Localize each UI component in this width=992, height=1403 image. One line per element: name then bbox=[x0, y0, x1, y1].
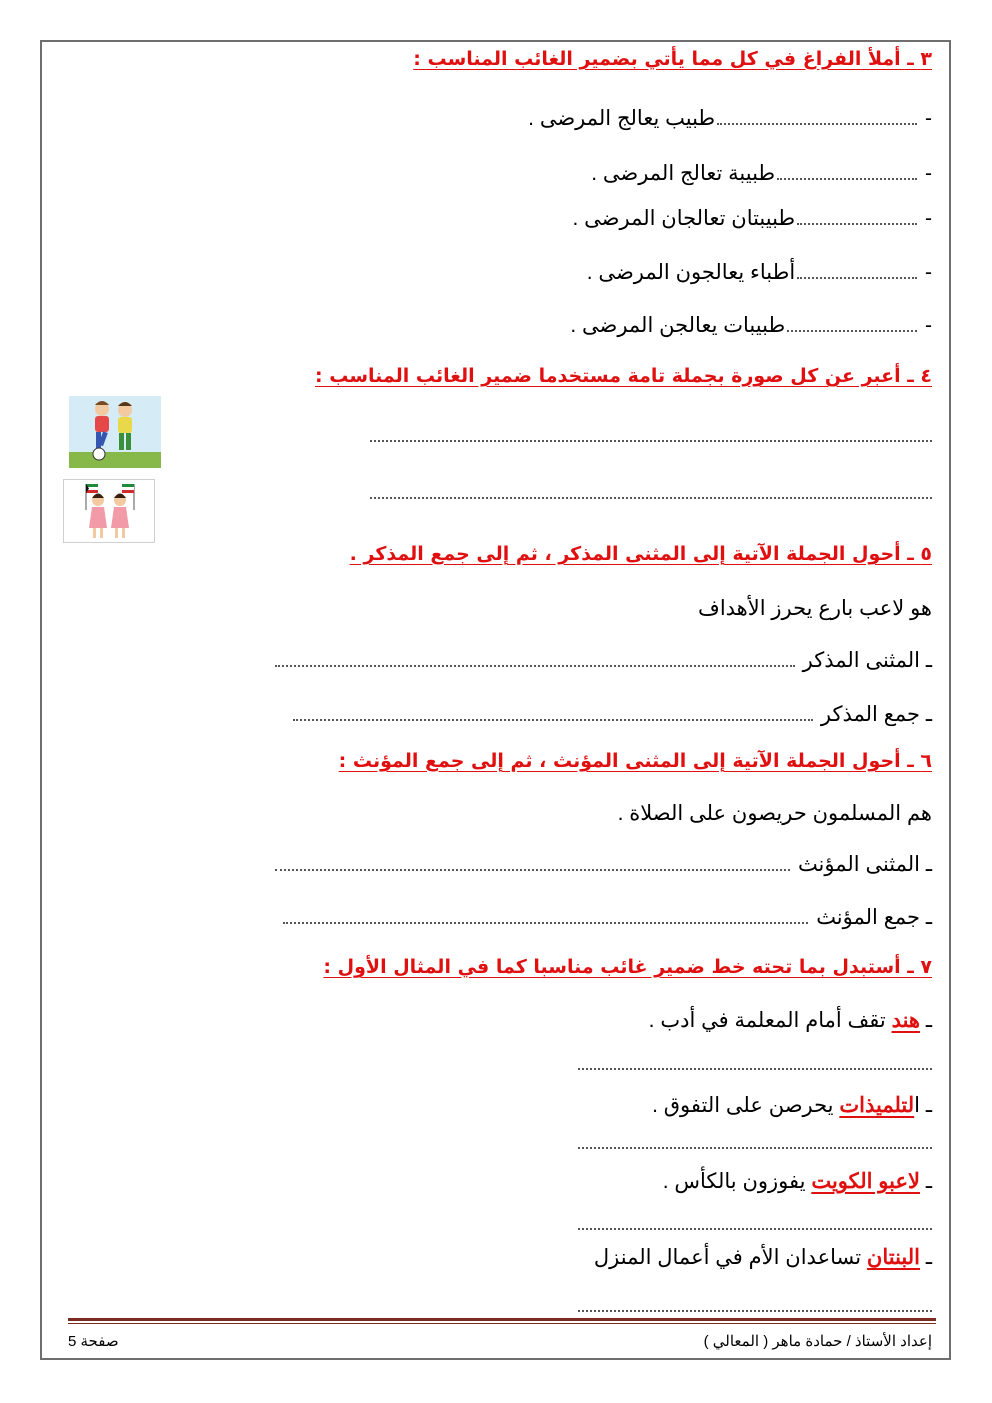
blank-field[interactable] bbox=[797, 219, 917, 225]
plural-feminine-field[interactable] bbox=[283, 918, 808, 924]
item-dash: ـ bbox=[920, 1009, 932, 1032]
item-text: تقف أمام المعلمة في أدب . bbox=[648, 1009, 892, 1032]
dual-feminine-field[interactable] bbox=[275, 865, 790, 871]
item-dash: - bbox=[925, 207, 932, 230]
item-text: أطباء يعالجون المرضى . bbox=[586, 261, 796, 284]
item-dash: - bbox=[925, 261, 932, 284]
girls-flags-picture bbox=[63, 479, 155, 543]
section6-sentence: هم المسلمون حريصون على الصلاة . bbox=[617, 802, 932, 825]
section6-plural-row bbox=[281, 905, 932, 930]
section5-dual-row bbox=[273, 648, 932, 673]
answer-line[interactable] bbox=[578, 1228, 932, 1230]
dual-masculine-label: ـ المثنى المذكر bbox=[802, 649, 932, 672]
plural-masculine-field[interactable] bbox=[293, 715, 813, 721]
answer-line[interactable] bbox=[370, 497, 932, 499]
section7-item-4 bbox=[594, 1245, 932, 1270]
blank-field[interactable] bbox=[717, 119, 917, 125]
underlined-word: لاعبو الكويت bbox=[811, 1170, 920, 1193]
item-text: طبيب يعالج المرضى . bbox=[528, 107, 716, 130]
dual-masculine-field[interactable] bbox=[275, 661, 795, 667]
underlined-word: لتلميذات bbox=[839, 1094, 915, 1117]
section3-item-2 bbox=[591, 161, 932, 186]
section7-item-2 bbox=[652, 1093, 932, 1118]
plural-feminine-label: ـ جمع المؤنث bbox=[816, 906, 932, 929]
item-dash: - bbox=[925, 107, 932, 130]
underlined-word: هند bbox=[891, 1009, 920, 1032]
answer-line[interactable] bbox=[578, 1068, 932, 1070]
page-number: صفحة 5 bbox=[68, 1333, 119, 1350]
item-dash: - bbox=[925, 314, 932, 337]
footer-rule-thin bbox=[68, 1323, 936, 1324]
answer-line[interactable] bbox=[370, 440, 932, 442]
footer-rule bbox=[68, 1318, 936, 1321]
blank-field[interactable] bbox=[777, 174, 917, 180]
blank-field[interactable] bbox=[797, 273, 917, 279]
section7-item-1 bbox=[649, 1008, 932, 1033]
item-dash: ـ bbox=[920, 1246, 932, 1269]
item-dash: ـ ا bbox=[914, 1094, 932, 1117]
section4-title: ٤ ـ أعبر عن كل صورة بجملة تامة مستخدما ضمير الغائب المناسب : bbox=[315, 365, 932, 387]
section5-sentence: هو لاعب بارع يحرز الأهداف bbox=[698, 597, 932, 620]
item-text: طبيبات يعالجن المرضى . bbox=[570, 314, 786, 337]
item-dash: ـ bbox=[920, 1170, 932, 1193]
footer-author: إعداد الأستاذ / حمادة ماهر ( المعالي ) bbox=[703, 1333, 932, 1350]
section3-title: ٣ ـ أملأ الفراغ في كل مما يأتي بضمير الغائب المناسب : bbox=[413, 48, 932, 70]
boys-football-illustration bbox=[69, 396, 161, 468]
section7-item-3 bbox=[663, 1169, 932, 1194]
page-border bbox=[40, 40, 951, 1360]
section3-item-4 bbox=[587, 260, 932, 285]
section6-title: ٦ ـ أحول الجملة الآتية إلى المثنى المؤنث ، ثم إلى جمع المؤنث : bbox=[338, 750, 932, 772]
plural-masculine-label: ـ جمع المذكر bbox=[820, 703, 932, 726]
answer-line[interactable] bbox=[578, 1310, 932, 1312]
section3-item-5 bbox=[570, 313, 932, 338]
section5-plural-row bbox=[291, 702, 932, 727]
section5-title: ٥ ـ أحول الجملة الآتية إلى المثنى المذكر ، ثم إلى جمع المذكر . bbox=[349, 543, 932, 565]
section3-item-1 bbox=[528, 106, 932, 131]
section6-dual-row bbox=[273, 852, 932, 877]
item-text: طبيبة تعالج المرضى . bbox=[591, 162, 776, 185]
answer-line[interactable] bbox=[578, 1147, 932, 1149]
section3-item-3 bbox=[572, 206, 932, 231]
blank-field[interactable] bbox=[787, 326, 917, 332]
dual-feminine-label: ـ المثنى المؤنث bbox=[797, 853, 932, 876]
girls-flags-illustration bbox=[64, 480, 154, 542]
item-text: يفوزون بالكأس . bbox=[662, 1170, 812, 1193]
boys-football-picture bbox=[69, 396, 161, 468]
underlined-word: البنتان bbox=[866, 1246, 920, 1269]
section7-title: ٧ ـ أستبدل بما تحته خط ضمير غائب مناسبا كما في المثال الأول : bbox=[323, 956, 932, 978]
item-text: تساعدان الأم في أعمال المنزل bbox=[593, 1246, 867, 1269]
item-dash: - bbox=[925, 162, 932, 185]
item-text: طبيبتان تعالجان المرضى . bbox=[572, 207, 796, 230]
item-text: يحرصن على التفوق . bbox=[652, 1094, 840, 1117]
